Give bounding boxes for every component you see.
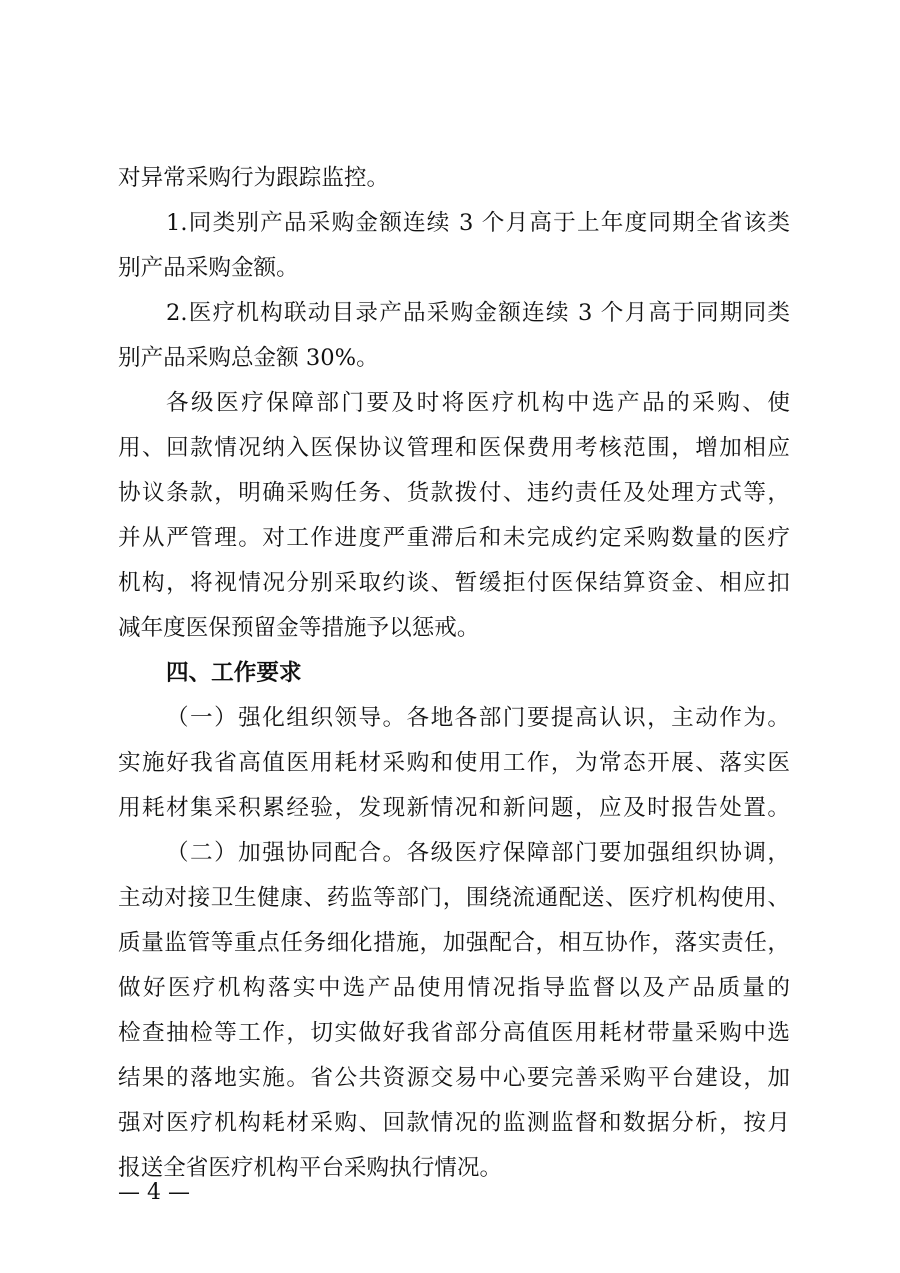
text-line: 用耗材集采积累经验，发现新情况和新问题，应及时报告处置。 xyxy=(118,795,790,821)
section-heading: 四、工作要求 xyxy=(166,660,302,686)
text-line: 实施好我省高值医用耗材采购和使用工作，为常态开展、落实医 xyxy=(118,750,790,776)
text-line: 报送全省医疗机构平台采购执行情况。 xyxy=(118,1155,503,1181)
text-line: （一）强化组织领导。各地各部门要提高认识，主动作为。 xyxy=(166,705,790,731)
page-number: — 4 — xyxy=(118,1180,190,1205)
text-line: 别产品采购总金额 30%。 xyxy=(118,345,379,371)
text-line: 别产品采购金额。 xyxy=(118,255,299,281)
text-line: 结果的落地实施。省公共资源交易中心要完善采购平台建设，加 xyxy=(118,1065,790,1091)
text-line: 检查抽检等工作，切实做好我省部分高值医用耗材带量采购中选 xyxy=(118,1020,790,1046)
text-line: （二）加强协同配合。各级医疗保障部门要加强组织协调， xyxy=(166,840,790,866)
text-line: 质量监管等重点任务细化措施，加强配合，相互协作，落实责任， xyxy=(118,930,790,956)
text-line: 2.医疗机构联动目录产品采购金额连续 3 个月高于同期同类 xyxy=(166,300,790,326)
text-line: 减年度医保预留金等措施予以惩戒。 xyxy=(118,615,480,641)
text-line: 做好医疗机构落实中选产品使用情况指导监督以及产品质量的 xyxy=(118,975,790,1001)
text-line: 各级医疗保障部门要及时将医疗机构中选产品的采购、使 xyxy=(166,390,790,416)
document-body xyxy=(118,156,790,1191)
text-line: 机构，将视情况分别采取约谈、暂缓拒付医保结算资金、相应扣 xyxy=(118,570,790,596)
text-line: 主动对接卫生健康、药监等部门，围绕流通配送、医疗机构使用、 xyxy=(118,885,790,911)
text-line: 协议条款，明确采购任务、货款拨付、违约责任及处理方式等， xyxy=(118,480,790,506)
text-line: 并从严管理。对工作进度严重滞后和未完成约定采购数量的医疗 xyxy=(118,525,790,551)
text-line: 对异常采购行为跟踪监控。 xyxy=(118,165,390,191)
text-line: 强对医疗机构耗材采购、回款情况的监测监督和数据分析，按月 xyxy=(118,1110,790,1136)
text-line: 用、回款情况纳入医保协议管理和医保费用考核范围，增加相应 xyxy=(118,435,790,461)
text-line: 1.同类别产品采购金额连续 3 个月高于上年度同期全省该类 xyxy=(166,210,790,236)
